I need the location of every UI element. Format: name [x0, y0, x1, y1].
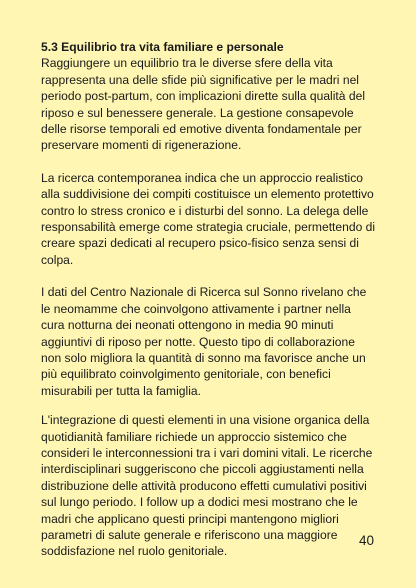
paragraph-2: La ricerca contemporanea indica che un approccio realistico alla suddivisione dei compiti costituisce un elemento protettivo contro lo stress cronico e i disturbi del sonno. La delega delle responsabilità emerge come strategia cruciale, permettendo di creare spazi dedicati al recupero psico-fisico senza sensi di colpa.	[41, 170, 376, 267]
paragraph-3: I dati del Centro Nazionale di Ricerca sul Sonno rivelano che le neomamme che coinvolgono attivamente i partner nella cura notturna dei neonati ottengono in media 90 minuti aggiuntivi di riposo per notte. Questo tipo di collaborazione non solo migliora la quantità di sonno ma favorisce anche un più equilibrato coinvolgimento genitoriale, con benefici misurabili per tutta la famiglia.	[41, 285, 367, 398]
paragraph-4: L'integrazione di questi elementi in una visione organica della quotidianità familiare richiede un approccio sistemico che consideri le interconnessioni tra i vari domini vitali. Le ricerche interdisciplinari suggeriscono che piccoli aggiustamenti nella distribuzione delle attività producono effetti cumulativi positivi sul lungo periodo. I follow up a dodici mesi mostrano che le madri che applicano questi principi mantengono migliori parametri di salute generale e riferiscono una maggiore soddisfazione nel ruolo genitoriale.	[41, 413, 373, 559]
section-heading: 5.3 Equilibrio tra vita familiare e personale	[41, 40, 284, 54]
section-body	[41, 39, 376, 560]
paragraph-1: Raggiungere un equilibrio tra le diverse sfere della vita rappresenta una delle sfide più significative per le madri nel periodo post-partum, con implicazioni dirette sulla qualità del riposo e sul benessere generale. La gestione consapevole delle risorse temporali ed emotive diventa fondamentale per preservare momenti di rigenerazione.	[41, 56, 366, 153]
page-number: 40	[358, 533, 374, 548]
